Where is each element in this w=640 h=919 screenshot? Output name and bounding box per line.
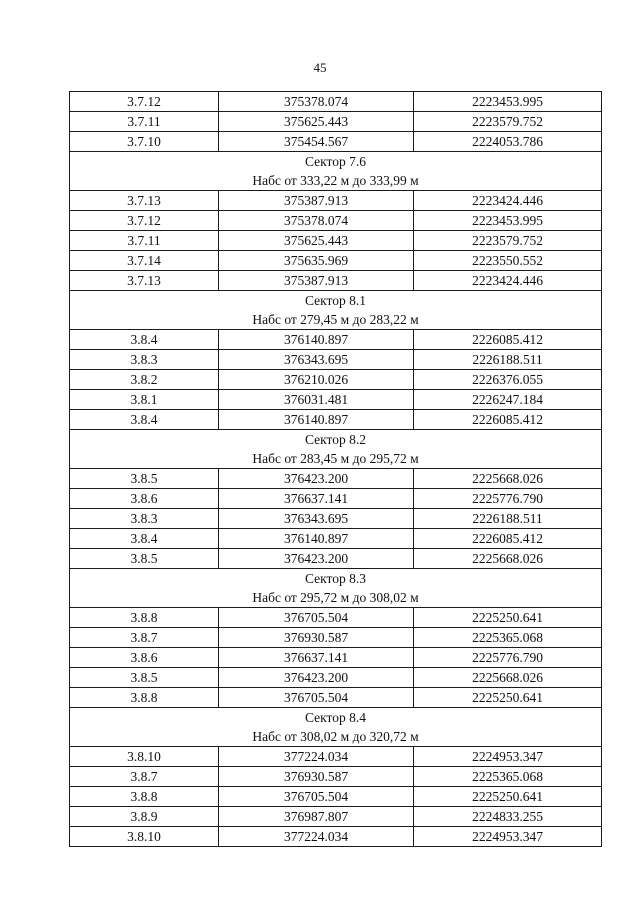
point-id-cell: 3.8.8 [70,608,219,628]
sector-height-row [70,171,602,191]
y-coordinate-cell: 2226247.184 [414,390,602,410]
table-row [70,469,602,489]
point-id-cell: 3.8.4 [70,330,219,350]
table-row [70,390,602,410]
table-row [70,489,602,509]
y-coordinate-cell: 2224053.786 [414,132,602,152]
table-row [70,628,602,648]
x-coordinate-cell: 376705.504 [219,608,414,628]
x-coordinate-cell: 375454.567 [219,132,414,152]
x-coordinate-cell: 377224.034 [219,827,414,847]
point-id-cell: 3.7.13 [70,191,219,211]
sector-height-range: Набс от 279,45 м до 283,22 м [70,310,602,330]
table-row [70,350,602,370]
x-coordinate-cell: 376423.200 [219,469,414,489]
coordinates-table [69,91,602,847]
point-id-cell: 3.8.6 [70,648,219,668]
x-coordinate-cell: 376140.897 [219,529,414,549]
y-coordinate-cell: 2225776.790 [414,489,602,509]
table-row [70,767,602,787]
sector-title: Сектор 8.1 [70,291,602,311]
point-id-cell: 3.7.12 [70,92,219,112]
sector-title: Сектор 8.3 [70,569,602,589]
x-coordinate-cell: 376705.504 [219,688,414,708]
y-coordinate-cell: 2225250.641 [414,787,602,807]
table-row [70,410,602,430]
sector-height-range: Набс от 295,72 м до 308,02 м [70,588,602,608]
table-row [70,807,602,827]
y-coordinate-cell: 2225365.068 [414,628,602,648]
y-coordinate-cell: 2226085.412 [414,410,602,430]
sector-title-row [70,291,602,311]
y-coordinate-cell: 2223424.446 [414,191,602,211]
y-coordinate-cell: 2225776.790 [414,648,602,668]
x-coordinate-cell: 376031.481 [219,390,414,410]
point-id-cell: 3.8.1 [70,390,219,410]
x-coordinate-cell: 375387.913 [219,271,414,291]
y-coordinate-cell: 2224953.347 [414,747,602,767]
table-row [70,608,602,628]
x-coordinate-cell: 375378.074 [219,92,414,112]
table-row [70,251,602,271]
x-coordinate-cell: 375387.913 [219,191,414,211]
x-coordinate-cell: 377224.034 [219,747,414,767]
y-coordinate-cell: 2226085.412 [414,330,602,350]
y-coordinate-cell: 2223424.446 [414,271,602,291]
table-row [70,370,602,390]
sector-title-row [70,569,602,589]
x-coordinate-cell: 376987.807 [219,807,414,827]
x-coordinate-cell: 376930.587 [219,628,414,648]
sector-height-range: Набс от 283,45 м до 295,72 м [70,449,602,469]
y-coordinate-cell: 2225250.641 [414,608,602,628]
y-coordinate-cell: 2226188.511 [414,350,602,370]
sector-height-range: Набс от 333,22 м до 333,99 м [70,171,602,191]
table-row [70,787,602,807]
table-row [70,211,602,231]
x-coordinate-cell: 376140.897 [219,410,414,430]
point-id-cell: 3.7.12 [70,211,219,231]
sector-height-row [70,310,602,330]
y-coordinate-cell: 2225668.026 [414,469,602,489]
point-id-cell: 3.8.9 [70,807,219,827]
point-id-cell: 3.8.7 [70,628,219,648]
y-coordinate-cell: 2224833.255 [414,807,602,827]
y-coordinate-cell: 2225668.026 [414,668,602,688]
x-coordinate-cell: 376423.200 [219,549,414,569]
point-id-cell: 3.8.6 [70,489,219,509]
sector-height-row [70,449,602,469]
point-id-cell: 3.8.4 [70,410,219,430]
sector-title: Сектор 8.2 [70,430,602,450]
table-row [70,688,602,708]
table-row [70,648,602,668]
point-id-cell: 3.8.10 [70,747,219,767]
table-row [70,330,602,350]
x-coordinate-cell: 376343.695 [219,350,414,370]
y-coordinate-cell: 2223453.995 [414,211,602,231]
y-coordinate-cell: 2223550.552 [414,251,602,271]
table-row [70,668,602,688]
x-coordinate-cell: 376637.141 [219,489,414,509]
sector-title-row [70,708,602,728]
y-coordinate-cell: 2225365.068 [414,767,602,787]
table-row [70,747,602,767]
point-id-cell: 3.7.11 [70,231,219,251]
table-row [70,92,602,112]
point-id-cell: 3.8.5 [70,469,219,489]
table-row [70,132,602,152]
x-coordinate-cell: 376210.026 [219,370,414,390]
y-coordinate-cell: 2223453.995 [414,92,602,112]
x-coordinate-cell: 376140.897 [219,330,414,350]
table-row [70,549,602,569]
y-coordinate-cell: 2224953.347 [414,827,602,847]
x-coordinate-cell: 376930.587 [219,767,414,787]
point-id-cell: 3.8.5 [70,549,219,569]
point-id-cell: 3.7.11 [70,112,219,132]
y-coordinate-cell: 2223579.752 [414,112,602,132]
x-coordinate-cell: 375625.443 [219,112,414,132]
table-row [70,827,602,847]
x-coordinate-cell: 376423.200 [219,668,414,688]
point-id-cell: 3.8.10 [70,827,219,847]
coordinates-table-body [70,92,602,847]
x-coordinate-cell: 375625.443 [219,231,414,251]
point-id-cell: 3.8.7 [70,767,219,787]
x-coordinate-cell: 375378.074 [219,211,414,231]
sector-title: Сектор 7.6 [70,152,602,172]
x-coordinate-cell: 376705.504 [219,787,414,807]
point-id-cell: 3.8.2 [70,370,219,390]
table-row [70,231,602,251]
x-coordinate-cell: 376637.141 [219,648,414,668]
sector-height-row [70,727,602,747]
point-id-cell: 3.8.5 [70,668,219,688]
point-id-cell: 3.8.3 [70,509,219,529]
point-id-cell: 3.8.4 [70,529,219,549]
sector-title-row [70,152,602,172]
table-row [70,271,602,291]
point-id-cell: 3.8.8 [70,787,219,807]
y-coordinate-cell: 2225250.641 [414,688,602,708]
y-coordinate-cell: 2226376.055 [414,370,602,390]
table-row [70,529,602,549]
x-coordinate-cell: 376343.695 [219,509,414,529]
y-coordinate-cell: 2226188.511 [414,509,602,529]
table-row [70,509,602,529]
point-id-cell: 3.7.10 [70,132,219,152]
x-coordinate-cell: 375635.969 [219,251,414,271]
y-coordinate-cell: 2223579.752 [414,231,602,251]
table-row [70,191,602,211]
sector-height-range: Набс от 308,02 м до 320,72 м [70,727,602,747]
sector-height-row [70,588,602,608]
sector-title: Сектор 8.4 [70,708,602,728]
point-id-cell: 3.7.14 [70,251,219,271]
table-row [70,112,602,132]
y-coordinate-cell: 2226085.412 [414,529,602,549]
point-id-cell: 3.7.13 [70,271,219,291]
page-number: 45 [313,60,327,75]
point-id-cell: 3.8.8 [70,688,219,708]
point-id-cell: 3.8.3 [70,350,219,370]
sector-title-row [70,430,602,450]
y-coordinate-cell: 2225668.026 [414,549,602,569]
